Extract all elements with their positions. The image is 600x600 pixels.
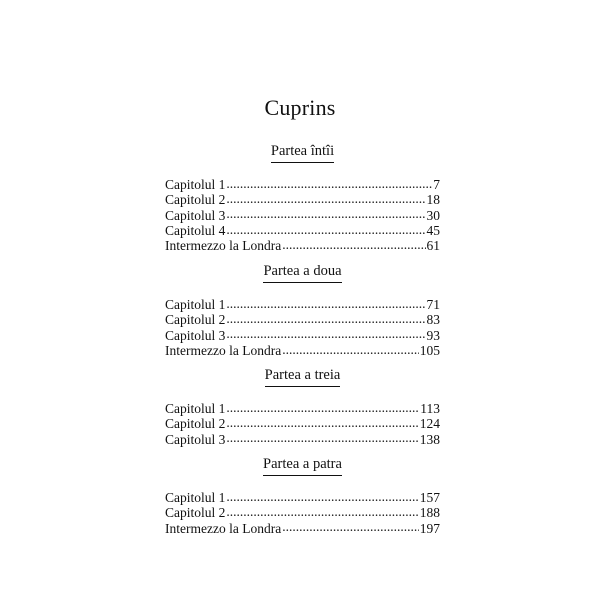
toc-entry bbox=[165, 343, 440, 358]
entry-page: 157 bbox=[419, 490, 440, 505]
entry-page: 45 bbox=[426, 222, 440, 238]
entry-page: 113 bbox=[420, 401, 440, 416]
entry-page: 18 bbox=[426, 192, 440, 208]
toc-part bbox=[165, 262, 440, 358]
entry-page: 61 bbox=[426, 238, 440, 254]
entry-page: 105 bbox=[419, 342, 440, 358]
part-heading bbox=[165, 262, 440, 283]
entry-label: Capitolul 3 bbox=[165, 327, 226, 343]
entry-label: Capitolul 2 bbox=[165, 192, 226, 208]
dot-leader bbox=[226, 490, 418, 502]
entry-label: Capitolul 2 bbox=[165, 505, 226, 521]
toc-entry bbox=[165, 297, 440, 312]
toc-entry bbox=[165, 401, 440, 416]
toc-entry bbox=[165, 208, 440, 223]
dot-leader bbox=[226, 312, 425, 324]
entry-page: 188 bbox=[419, 505, 440, 521]
dot-leader bbox=[282, 521, 419, 533]
dot-leader bbox=[226, 223, 425, 235]
entry-label: Capitolul 2 bbox=[165, 312, 226, 328]
toc-entry bbox=[165, 432, 440, 447]
toc-entry bbox=[165, 328, 440, 343]
toc-entry bbox=[165, 238, 440, 253]
entry-label: Capitolul 4 bbox=[165, 222, 226, 238]
entry-page: 93 bbox=[426, 327, 440, 343]
part-heading bbox=[165, 455, 440, 476]
dot-leader bbox=[226, 177, 432, 189]
dot-leader bbox=[282, 343, 419, 355]
part-heading-text: Partea a treia bbox=[265, 366, 341, 387]
dot-leader bbox=[226, 208, 425, 220]
part-heading-text: Partea întîi bbox=[271, 142, 334, 163]
entry-label: Capitolul 1 bbox=[165, 297, 226, 312]
entry-label: Capitolul 1 bbox=[165, 401, 226, 416]
toc-entry bbox=[165, 192, 440, 207]
toc-part bbox=[165, 455, 440, 536]
dot-leader bbox=[226, 505, 418, 517]
toc-entry bbox=[165, 490, 440, 505]
entry-page: 197 bbox=[419, 520, 440, 536]
entry-label: Intermezzo la Londra bbox=[165, 520, 282, 536]
toc-entry bbox=[165, 416, 440, 431]
entry-label: Capitolul 2 bbox=[165, 416, 226, 432]
part-heading-text: Partea a patra bbox=[263, 455, 342, 476]
entry-label: Capitolul 3 bbox=[165, 207, 226, 223]
entry-page: 138 bbox=[419, 431, 440, 447]
entry-page: 7 bbox=[433, 177, 440, 192]
toc-entry bbox=[165, 505, 440, 520]
part-heading bbox=[165, 366, 440, 387]
entry-label: Capitolul 1 bbox=[165, 490, 226, 505]
toc-part bbox=[165, 366, 440, 447]
entry-page: 71 bbox=[426, 297, 440, 312]
page-title: Cuprins bbox=[264, 95, 336, 120]
dot-leader bbox=[226, 401, 419, 413]
part-heading-text: Partea a doua bbox=[263, 262, 341, 283]
entry-page: 83 bbox=[426, 312, 440, 328]
entry-label: Capitolul 3 bbox=[165, 431, 226, 447]
toc-entry bbox=[165, 177, 440, 192]
dot-leader bbox=[226, 328, 425, 340]
entry-page: 124 bbox=[419, 416, 440, 432]
toc-entry bbox=[165, 223, 440, 238]
entry-label: Intermezzo la Londra bbox=[165, 342, 282, 358]
dot-leader bbox=[226, 416, 418, 428]
dot-leader bbox=[226, 192, 425, 204]
dot-leader bbox=[226, 432, 418, 444]
toc-entry bbox=[165, 312, 440, 327]
dot-leader bbox=[282, 238, 425, 250]
part-heading bbox=[165, 142, 440, 163]
entry-label: Capitolul 1 bbox=[165, 177, 226, 192]
toc-part bbox=[165, 142, 440, 253]
entry-label: Intermezzo la Londra bbox=[165, 238, 282, 254]
dot-leader bbox=[226, 297, 425, 309]
toc-entry bbox=[165, 521, 440, 536]
entry-page: 30 bbox=[426, 207, 440, 223]
